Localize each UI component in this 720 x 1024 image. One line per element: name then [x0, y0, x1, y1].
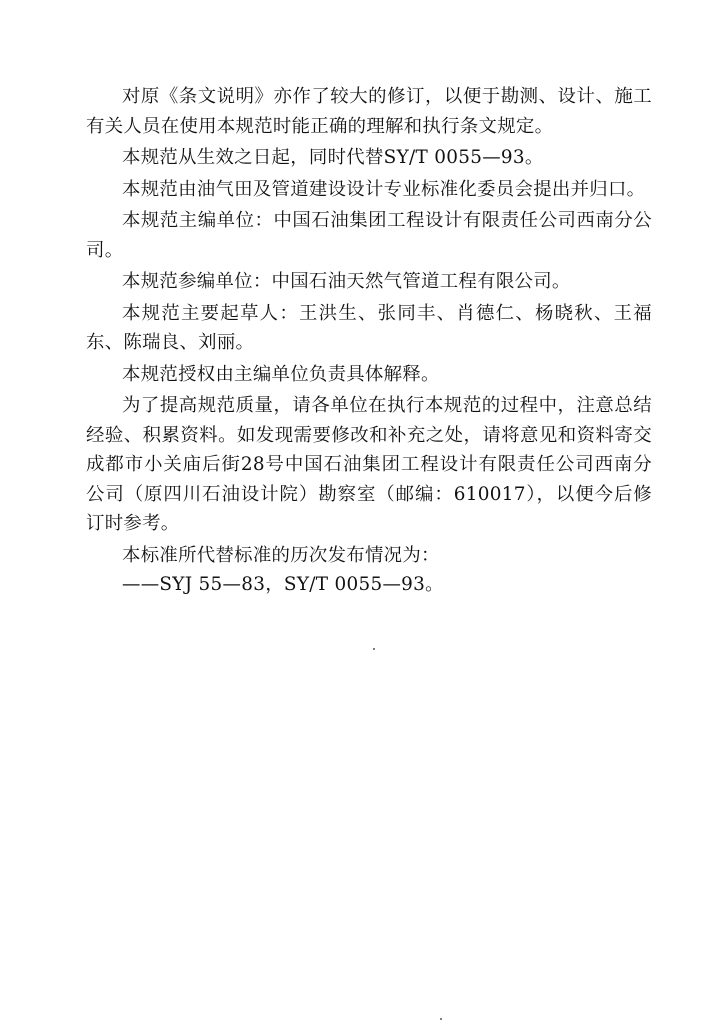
scan-speck: [440, 1018, 442, 1020]
paragraph-feedback: 为了提高规范质量，请各单位在执行本规范的过程中，注意总结经验、积累资料。如发现需要修改和补充之处，请将意见和资料寄交成都市小关庙后街28号中国石油集团工程设计有限责任公司西南分公司（原四川石油设计院）勘察室（邮编：610017），以便今后修订时参考。: [86, 395, 652, 534]
paragraph-participating-editor: 本规范参编单位：中国石油天然气管道工程有限公司。: [122, 271, 571, 292]
paragraph-replacement: 本规范从生效之日起，同时代替SY/T 0055—93。: [122, 147, 544, 168]
scan-speck: [373, 648, 375, 650]
paragraph-history-list: ——SYJ 55—83，SY/T 0055—93。: [122, 574, 444, 595]
paragraph-proposer: 本规范由油气田及管道建设设计专业标准化委员会提出并归口。: [122, 178, 646, 200]
document-body: [86, 82, 652, 600]
paragraph-interpretation: 本规范授权由主编单位负责具体解释。: [122, 363, 440, 385]
paragraph-revision-note: 对原《条文说明》亦作了较大的修订，以便于勘测、设计、施工有关人员在使用本规范时能正确的理解和执行条文规定。: [86, 86, 652, 137]
paragraph-history-heading: 本标准所代替标准的历次发布情况为：: [122, 544, 440, 566]
paragraph-chief-editor: 本规范主编单位：中国石油集团工程设计有限责任公司西南分公司。: [86, 210, 652, 261]
paragraph-drafters: 本规范主要起草人：王洪生、张同丰、肖德仁、杨晓秋、王福东、陈瑞良、刘丽。: [86, 302, 652, 353]
